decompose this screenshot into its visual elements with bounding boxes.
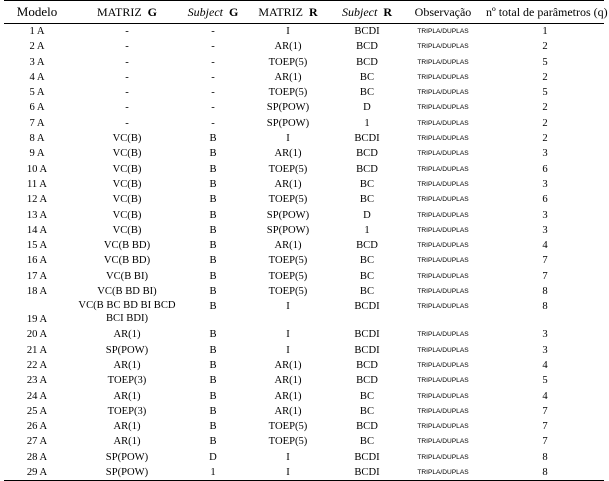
- table-row: [4, 55, 604, 70]
- cell-total-parametros: 3: [542, 329, 548, 341]
- cell-observacao: TRIPLA/DUPLAS: [417, 119, 469, 127]
- cell-observacao: TRIPLA/DUPLAS: [417, 242, 469, 250]
- table-header: [4, 1, 608, 24]
- header-matriz-r: [242, 1, 334, 24]
- header-total: [486, 1, 608, 24]
- cell-subject-r: BC: [359, 71, 375, 83]
- header-modelo-text: Modelo: [16, 4, 58, 19]
- cell-observacao: TRIPLA/DUPLAS: [417, 453, 469, 461]
- cell-modelo: 8 A: [29, 133, 45, 145]
- cell-subject-g: B: [209, 148, 217, 160]
- cell-observacao: TRIPLA/DUPLAS: [417, 165, 469, 173]
- cell-modelo: 15 A: [26, 240, 48, 252]
- cell-observacao: TRIPLA/DUPLAS: [417, 226, 469, 234]
- cell-total-parametros: 4: [542, 390, 548, 402]
- cell-subject-r: BC: [359, 390, 375, 402]
- cell-matriz-g: -: [125, 102, 129, 114]
- table-row: [4, 162, 604, 177]
- cell-matriz-g: -: [125, 87, 129, 99]
- cell-observacao: TRIPLA/DUPLAS: [417, 150, 469, 158]
- header-total-text: nº total de parâmetros (q): [486, 5, 608, 19]
- cell-modelo: 27 A: [26, 436, 48, 448]
- cell-total-parametros: 8: [542, 286, 548, 298]
- cell-observacao: TRIPLA/DUPLAS: [417, 58, 469, 66]
- cell-total-parametros: 5: [542, 56, 548, 68]
- cell-modelo: 26 A: [26, 421, 48, 433]
- cell-matriz-r: I: [286, 344, 290, 356]
- cell-modelo: 19 A: [26, 314, 48, 326]
- cell-matriz-g: VC(B BD BI): [97, 286, 157, 298]
- cell-matriz-r: AR(1): [274, 405, 302, 417]
- cell-subject-r: BCDI: [354, 344, 380, 356]
- cell-matriz-r: I: [286, 467, 290, 479]
- cell-matriz-r: I: [286, 133, 290, 145]
- cell-matriz-r: AR(1): [274, 375, 302, 387]
- header-modelo: [4, 1, 70, 24]
- cell-subject-g: B: [209, 301, 217, 313]
- table-row: [4, 39, 604, 54]
- cell-total-parametros: 2: [542, 71, 548, 83]
- cell-subject-r: BC: [359, 178, 375, 190]
- cell-total-parametros: 2: [542, 133, 548, 145]
- cell-subject-g: B: [209, 405, 217, 417]
- cell-subject-g: D: [209, 451, 217, 463]
- cell-modelo: 7 A: [29, 117, 45, 129]
- cell-subject-r: BCDI: [354, 26, 380, 37]
- cell-subject-g: -: [211, 71, 215, 83]
- cell-subject-g: B: [209, 344, 217, 356]
- cell-subject-g: B: [209, 329, 217, 341]
- cell-matriz-r: TOEP(5): [268, 87, 308, 99]
- header-subject-g-letter: G: [228, 5, 239, 19]
- header-subject-r-letter: R: [383, 5, 392, 19]
- cell-observacao: TRIPLA/DUPLAS: [417, 331, 469, 339]
- cell-observacao: TRIPLA/DUPLAS: [417, 257, 469, 265]
- cell-observacao: TRIPLA/DUPLAS: [417, 43, 469, 51]
- cell-total-parametros: 8: [542, 451, 548, 463]
- table-row: [4, 419, 604, 434]
- cell-matriz-g: -: [125, 71, 129, 83]
- table-row: [4, 434, 604, 449]
- cell-modelo: 11 A: [27, 178, 47, 190]
- cell-matriz-g: SP(POW): [105, 451, 149, 463]
- header-observacao: [400, 1, 486, 24]
- cell-subject-g: B: [209, 240, 217, 252]
- cell-matriz-r: TOEP(5): [268, 270, 308, 282]
- cell-modelo: 1 A: [29, 26, 45, 37]
- cell-matriz-g: AR(1): [113, 436, 141, 448]
- table-row: [4, 373, 604, 388]
- table-row: [4, 343, 604, 358]
- cell-matriz-r: AR(1): [274, 359, 302, 371]
- cell-modelo: 12 A: [26, 194, 48, 206]
- cell-total-parametros: 4: [542, 359, 548, 371]
- models-table: [4, 0, 608, 481]
- cell-matriz-g: -: [125, 56, 129, 68]
- cell-subject-r: BC: [359, 87, 375, 99]
- cell-matriz-g: TOEP(3): [107, 405, 147, 417]
- cell-modelo: 17 A: [26, 270, 48, 282]
- cell-observacao: TRIPLA/DUPLAS: [417, 211, 469, 219]
- table-row: [4, 100, 604, 115]
- cell-subject-r: BC: [359, 255, 375, 267]
- header-matriz-g-text: MATRIZ: [96, 5, 142, 19]
- cell-matriz-g: AR(1): [113, 329, 141, 341]
- cell-total-parametros: 3: [542, 148, 548, 160]
- cell-subject-r: BCD: [356, 240, 378, 252]
- cell-modelo: 2 A: [29, 41, 45, 53]
- cell-modelo: 14 A: [26, 224, 48, 236]
- cell-modelo: 3 A: [29, 56, 45, 68]
- cell-modelo: 6 A: [29, 102, 45, 114]
- cell-matriz-g: VC(B): [112, 194, 142, 206]
- cell-subject-r: 1: [364, 117, 370, 129]
- cell-modelo: 20 A: [26, 329, 48, 341]
- cell-subject-g: B: [209, 194, 217, 206]
- header-matriz-g-letter: G: [147, 5, 157, 19]
- table-row: [4, 223, 604, 238]
- cell-total-parametros: 3: [542, 224, 548, 236]
- cell-matriz-r: I: [286, 301, 290, 313]
- cell-matriz-g: AR(1): [113, 421, 141, 433]
- cell-matriz-r: TOEP(5): [268, 194, 308, 206]
- header-subject-r-text: Subject: [342, 5, 378, 19]
- cell-subject-r: 1: [364, 224, 370, 236]
- cell-matriz-r: I: [286, 451, 290, 463]
- table-row: [4, 450, 604, 465]
- cell-observacao: TRIPLA/DUPLAS: [417, 288, 469, 296]
- cell-subject-g: -: [211, 56, 215, 68]
- header-row: [4, 1, 604, 24]
- cell-matriz-r: SP(POW): [266, 102, 310, 114]
- cell-matriz-g: VC(B): [112, 148, 142, 160]
- cell-matriz-r: TOEP(5): [268, 255, 308, 267]
- table-row: [4, 253, 604, 268]
- cell-subject-g: B: [209, 359, 217, 371]
- cell-matriz-r: AR(1): [274, 148, 302, 160]
- cell-matriz-g: VC(B BC BD BI BCD BCI BDI): [78, 300, 176, 325]
- cell-modelo: 10 A: [26, 163, 48, 175]
- table-row: [4, 299, 604, 327]
- cell-modelo: 16 A: [26, 255, 48, 267]
- cell-subject-r: BCD: [356, 375, 378, 387]
- cell-matriz-g: VC(B): [112, 178, 142, 190]
- cell-subject-g: -: [211, 117, 215, 129]
- cell-observacao: TRIPLA/DUPLAS: [417, 407, 469, 415]
- cell-matriz-r: SP(POW): [266, 117, 310, 129]
- cell-total-parametros: 2: [542, 41, 548, 53]
- cell-observacao: TRIPLA/DUPLAS: [417, 361, 469, 369]
- cell-observacao: TRIPLA/DUPLAS: [417, 180, 469, 188]
- header-subject-g-text: Subject: [187, 5, 223, 19]
- table-row: [4, 358, 604, 373]
- cell-observacao: TRIPLA/DUPLAS: [417, 28, 469, 35]
- cell-subject-r: BCD: [356, 41, 378, 53]
- cell-observacao: TRIPLA/DUPLAS: [417, 438, 469, 446]
- header-matriz-r-letter: R: [309, 5, 318, 19]
- cell-subject-r: BCDI: [354, 467, 380, 479]
- cell-observacao: TRIPLA/DUPLAS: [417, 469, 469, 477]
- cell-subject-g: -: [211, 26, 215, 37]
- table-row: [4, 404, 604, 419]
- cell-total-parametros: 7: [542, 405, 548, 417]
- cell-subject-g: 1: [210, 467, 216, 479]
- cell-modelo: 13 A: [26, 209, 48, 221]
- cell-observacao: TRIPLA/DUPLAS: [417, 196, 469, 204]
- table-body: [4, 24, 604, 481]
- cell-matriz-r: SP(POW): [266, 224, 310, 236]
- cell-matriz-g: AR(1): [113, 359, 141, 371]
- table-row: [4, 269, 604, 284]
- cell-matriz-g: AR(1): [113, 390, 141, 402]
- cell-matriz-r: I: [286, 329, 290, 341]
- cell-subject-g: B: [209, 163, 217, 175]
- table-row: [4, 177, 604, 192]
- cell-subject-g: B: [209, 286, 217, 298]
- cell-matriz-g: VC(B): [112, 163, 142, 175]
- cell-observacao: TRIPLA/DUPLAS: [417, 104, 469, 112]
- cell-modelo: 21 A: [26, 344, 48, 356]
- cell-total-parametros: 1: [542, 26, 548, 37]
- cell-subject-g: B: [209, 209, 217, 221]
- cell-subject-g: B: [209, 255, 217, 267]
- cell-total-parametros: 7: [542, 270, 548, 282]
- cell-matriz-r: AR(1): [274, 390, 302, 402]
- header-subject-r: [334, 1, 400, 24]
- cell-modelo: 28 A: [26, 451, 48, 463]
- header-observacao-text: Observação: [414, 5, 472, 19]
- cell-observacao: TRIPLA/DUPLAS: [417, 423, 469, 431]
- cell-matriz-r: TOEP(5): [268, 56, 308, 68]
- cell-matriz-r: AR(1): [274, 178, 302, 190]
- cell-subject-r: BCD: [356, 56, 378, 68]
- cell-total-parametros: 7: [542, 255, 548, 267]
- cell-subject-r: BCDI: [354, 451, 380, 463]
- cell-matriz-g: SP(POW): [105, 344, 149, 356]
- cell-matriz-g: -: [125, 26, 129, 37]
- table-row: [4, 389, 604, 404]
- cell-observacao: TRIPLA/DUPLAS: [417, 89, 469, 97]
- cell-modelo: 22 A: [26, 359, 48, 371]
- cell-subject-r: BC: [359, 286, 375, 298]
- cell-matriz-r: AR(1): [274, 240, 302, 252]
- table-row: [4, 208, 604, 223]
- cell-matriz-g: TOEP(3): [107, 375, 147, 387]
- cell-subject-r: BC: [359, 270, 375, 282]
- cell-modelo: 5 A: [29, 87, 45, 99]
- table-row: [4, 24, 604, 40]
- cell-total-parametros: 7: [542, 436, 548, 448]
- cell-total-parametros: 5: [542, 375, 548, 387]
- table-row: [4, 146, 604, 161]
- cell-total-parametros: 2: [542, 117, 548, 129]
- cell-observacao: TRIPLA/DUPLAS: [417, 135, 469, 143]
- cell-subject-g: B: [209, 270, 217, 282]
- cell-total-parametros: 7: [542, 421, 548, 433]
- cell-matriz-g: -: [125, 41, 129, 53]
- cell-modelo: 25 A: [26, 405, 48, 417]
- cell-matriz-g: SP(POW): [105, 467, 149, 479]
- cell-total-parametros: 3: [542, 344, 548, 356]
- table-row: [4, 85, 604, 100]
- cell-subject-r: BCDI: [354, 133, 380, 145]
- cell-subject-g: B: [209, 178, 217, 190]
- cell-modelo: 24 A: [26, 390, 48, 402]
- cell-matriz-r: SP(POW): [266, 209, 310, 221]
- cell-subject-r: BC: [359, 436, 375, 448]
- table-row: [4, 116, 604, 131]
- cell-subject-g: -: [211, 41, 215, 53]
- cell-total-parametros: 6: [542, 194, 548, 206]
- cell-subject-g: -: [211, 87, 215, 99]
- cell-subject-g: B: [209, 375, 217, 387]
- cell-subject-r: BCD: [356, 148, 378, 160]
- table-row: [4, 465, 604, 481]
- cell-subject-g: -: [211, 102, 215, 114]
- cell-subject-g: B: [209, 390, 217, 402]
- cell-subject-r: BC: [359, 194, 375, 206]
- cell-matriz-g: VC(B): [112, 224, 142, 236]
- cell-total-parametros: 6: [542, 163, 548, 175]
- cell-modelo: 23 A: [26, 375, 48, 387]
- cell-subject-g: B: [209, 421, 217, 433]
- table-row: [4, 192, 604, 207]
- cell-subject-g: B: [209, 133, 217, 145]
- cell-modelo: 18 A: [26, 286, 48, 298]
- cell-matriz-r: AR(1): [274, 71, 302, 83]
- cell-matriz-r: AR(1): [274, 41, 302, 53]
- cell-subject-r: BC: [359, 405, 375, 417]
- cell-observacao: TRIPLA/DUPLAS: [417, 303, 469, 311]
- cell-subject-g: B: [209, 436, 217, 448]
- header-matriz-r-text: MATRIZ: [258, 5, 303, 19]
- cell-subject-g: B: [209, 224, 217, 236]
- cell-subject-r: BCD: [356, 421, 378, 433]
- cell-observacao: TRIPLA/DUPLAS: [417, 392, 469, 400]
- cell-matriz-g: VC(B): [112, 209, 142, 221]
- cell-matriz-r: TOEP(5): [268, 436, 308, 448]
- cell-matriz-g: VC(B): [112, 133, 142, 145]
- cell-total-parametros: 4: [542, 240, 548, 252]
- header-subject-g: [184, 1, 242, 24]
- header-matriz-g: [70, 1, 184, 24]
- cell-matriz-g: -: [125, 117, 129, 129]
- cell-total-parametros: 8: [542, 301, 548, 313]
- table-row: [4, 70, 604, 85]
- cell-modelo: 9 A: [29, 148, 45, 160]
- cell-subject-r: BCD: [356, 359, 378, 371]
- cell-observacao: TRIPLA/DUPLAS: [417, 272, 469, 280]
- cell-matriz-g: VC(B BI): [105, 270, 149, 282]
- table-row: [4, 238, 604, 253]
- cell-matriz-r: TOEP(5): [268, 163, 308, 175]
- cell-observacao: TRIPLA/DUPLAS: [417, 346, 469, 354]
- cell-matriz-g: VC(B BD): [103, 240, 151, 252]
- cell-modelo: 4 A: [29, 71, 45, 83]
- cell-subject-r: D: [363, 102, 371, 114]
- cell-total-parametros: 3: [542, 178, 548, 190]
- cell-modelo: 29 A: [26, 467, 48, 479]
- table-row: [4, 284, 604, 299]
- cell-subject-r: BCDI: [354, 329, 380, 341]
- cell-subject-r: BCD: [356, 163, 378, 175]
- cell-matriz-r: TOEP(5): [268, 421, 308, 433]
- table-row: [4, 131, 604, 146]
- table-row: [4, 327, 604, 342]
- cell-observacao: TRIPLA/DUPLAS: [417, 73, 469, 81]
- cell-subject-r: BCDI: [354, 301, 380, 313]
- cell-observacao: TRIPLA/DUPLAS: [417, 377, 469, 385]
- cell-total-parametros: 5: [542, 87, 548, 99]
- cell-matriz-r: TOEP(5): [268, 286, 308, 298]
- cell-matriz-g: VC(B BD): [103, 255, 151, 267]
- cell-total-parametros: 3: [542, 209, 548, 221]
- cell-total-parametros: 2: [542, 102, 548, 114]
- cell-subject-r: D: [363, 209, 371, 221]
- cell-total-parametros: 8: [542, 467, 548, 479]
- cell-matriz-r: I: [286, 26, 290, 37]
